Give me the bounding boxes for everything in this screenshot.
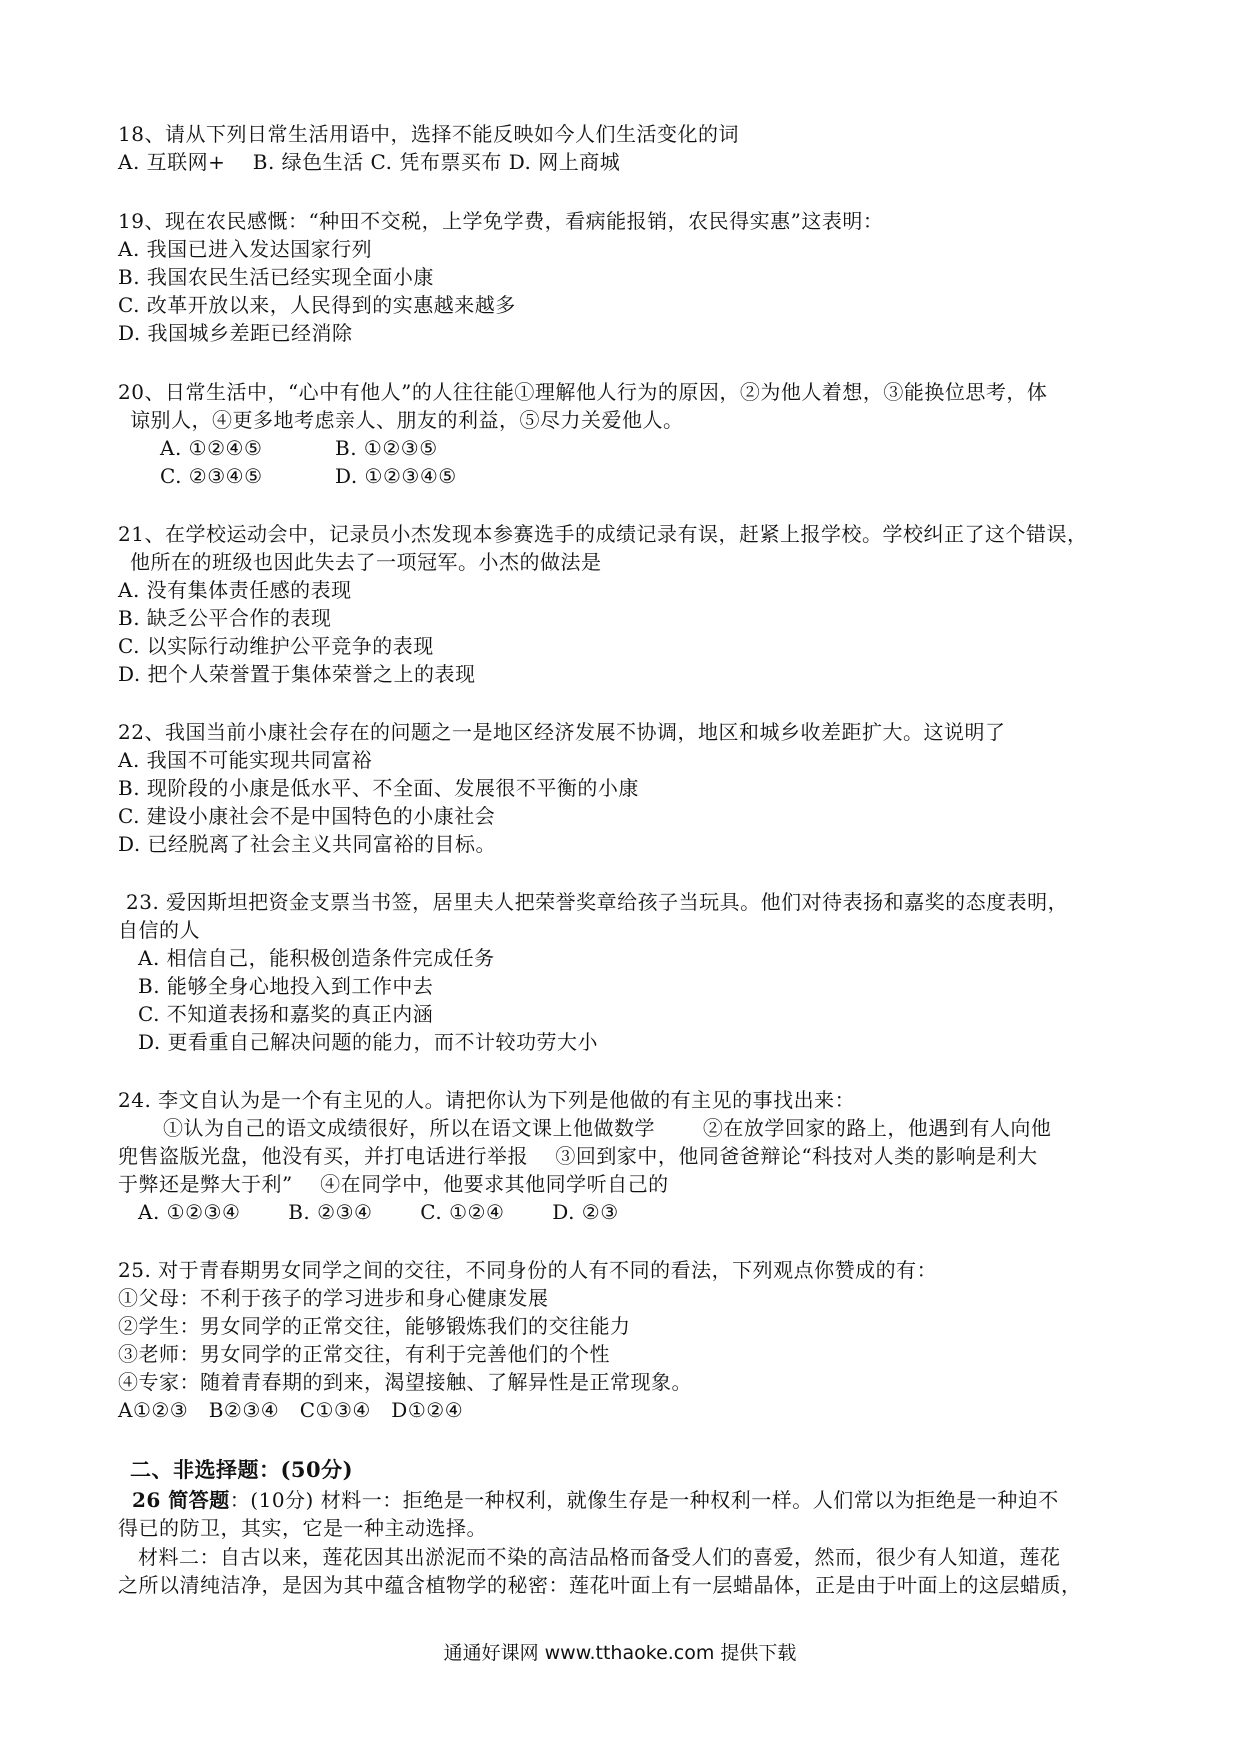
q20-stem-line1: 20、日常生活中，“心中有他人”的人往往能①理解他人行为的原因，②为他人着想，③能换位思考，体 — [118, 380, 1048, 404]
q26-line1-text: ：(10分) 材料一：拒绝是一种权利，就像生存是一种权利一样。人们常以为拒绝是一种迫不 — [229, 1488, 1059, 1512]
q26-line1 — [132, 1486, 1059, 1514]
q21-option-a: A. 没有集体责任感的表现 — [118, 578, 352, 602]
q25-item-2: ②学生：男女同学的正常交往，能够锻炼我们的交往能力 — [118, 1314, 631, 1338]
q22-option-a: A. 我国不可能实现共同富裕 — [118, 748, 373, 772]
q20-option-d: D. ①②③④⑤ — [335, 464, 457, 488]
q18-options: A. 互联网+ B. 绿色生活 C. 凭布票买布 D. 网上商城 — [118, 150, 621, 174]
q19-option-d: D. 我国城乡差距已经消除 — [118, 321, 353, 345]
footer-watermark: 通通好课网 www.tthaoke.com 提供下载 — [443, 1642, 797, 1664]
section2-heading: 二、非选择题：(50分) — [130, 1457, 354, 1482]
q21-stem-line1: 21、在学校运动会中，记录员小杰发现本参赛选手的成绩记录有误，赶紧上报学校。学校纠正了这个错误， — [118, 522, 1088, 546]
q19-option-c: C. 改革开放以来，人民得到的实惠越来越多 — [118, 293, 516, 317]
q26-line4: 之所以清纯洁净，是因为其中蕴含植物学的秘密：莲花叶面上有一层蜡晶体，正是由于叶面上的这层蜡质， — [118, 1573, 1082, 1597]
q24-body-line3: 于弊还是弊大于利” ④在同学中，他要求其他同学听自己的 — [118, 1172, 669, 1196]
q20-option-c: C. ②③④⑤ — [160, 464, 263, 488]
q22-option-d: D. 已经脱离了社会主义共同富裕的目标。 — [118, 832, 497, 856]
q21-option-d: D. 把个人荣誉置于集体荣誉之上的表现 — [118, 662, 476, 686]
q21-stem-line2: 他所在的班级也因此失去了一项冠军。小杰的做法是 — [130, 550, 602, 574]
q19-option-a: A. 我国已进入发达国家行列 — [118, 237, 373, 261]
q26-label: 26 简答题 — [132, 1488, 230, 1512]
q26-line3: 材料二：自古以来，莲花因其出淤泥而不染的高洁品格而备受人们的喜爱，然而，很少有人知道，莲花 — [138, 1545, 1061, 1569]
q22-option-b: B. 现阶段的小康是低水平、不全面、发展很不平衡的小康 — [118, 776, 639, 800]
q19-stem: 19、现在农民感慨：“种田不交税，上学免学费，看病能报销，农民得实惠”这表明： — [118, 209, 884, 233]
q23-option-d: D. 更看重自己解决问题的能力，而不计较功劳大小 — [138, 1030, 599, 1054]
q24-body-line1: ①认为自己的语文成绩很好，所以在语文课上他做数学 ②在放学回家的路上，他遇到有人向他 — [163, 1116, 1052, 1140]
q26-line2: 得已的防卫，其实，它是一种主动选择。 — [118, 1516, 487, 1540]
q21-option-b: B. 缺乏公平合作的表现 — [118, 606, 332, 630]
q23-stem-line2: 自信的人 — [118, 918, 200, 942]
q20-option-b: B. ①②③⑤ — [335, 436, 438, 460]
q23-option-b: B. 能够全身心地投入到工作中去 — [138, 974, 434, 998]
q24-body-line2: 兜售盗版光盘，他没有买，并打电话进行举报 ③回到家中，他同爸爸辩论“科技对人类的影响是利大 — [118, 1144, 1038, 1168]
q23-stem-line1: 23. 爱因斯坦把资金支票当书签，居里夫人把荣誉奖章给孩子当玩具。他们对待表扬和嘉奖的态度表明， — [126, 890, 1069, 914]
q21-option-c: C. 以实际行动维护公平竞争的表现 — [118, 634, 434, 658]
q18-stem: 18、请从下列日常生活用语中，选择不能反映如今人们生活变化的词 — [118, 122, 739, 146]
q24-stem: 24. 李文自认为是一个有主见的人。请把你认为下列是他做的有主见的事找出来： — [118, 1088, 856, 1112]
q25-item-1: ①父母：不利于孩子的学习进步和身心健康发展 — [118, 1286, 549, 1310]
q22-stem: 22、我国当前小康社会存在的问题之一是地区经济发展不协调，地区和城乡收差距扩大。这说明了 — [118, 720, 1006, 744]
q20-option-a: A. ①②④⑤ — [160, 436, 263, 460]
q20-stem-line2: 谅别人，④更多地考虑亲人、朋友的利益，⑤尽力关爱他人。 — [130, 408, 684, 432]
q25-item-4: ④专家：随着青春期的到来，渴望接触、了解异性是正常现象。 — [118, 1370, 692, 1394]
q19-option-b: B. 我国农民生活已经实现全面小康 — [118, 265, 434, 289]
q23-option-a: A. 相信自己，能积极创造条件完成任务 — [138, 946, 495, 970]
q25-stem: 25. 对于青春期男女同学之间的交往，不同身份的人有不同的看法，下列观点你赞成的有： — [118, 1258, 938, 1282]
q24-options: A. ①②③④ B. ②③④ C. ①②④ D. ②③ — [138, 1200, 619, 1224]
q25-options: A①②③ B②③④ C①③④ D①②④ — [118, 1398, 464, 1422]
q22-option-c: C. 建设小康社会不是中国特色的小康社会 — [118, 804, 496, 828]
q25-item-3: ③老师：男女同学的正常交往，有利于完善他们的个性 — [118, 1342, 610, 1366]
q23-option-c: C. 不知道表扬和嘉奖的真正内涵 — [138, 1002, 434, 1026]
